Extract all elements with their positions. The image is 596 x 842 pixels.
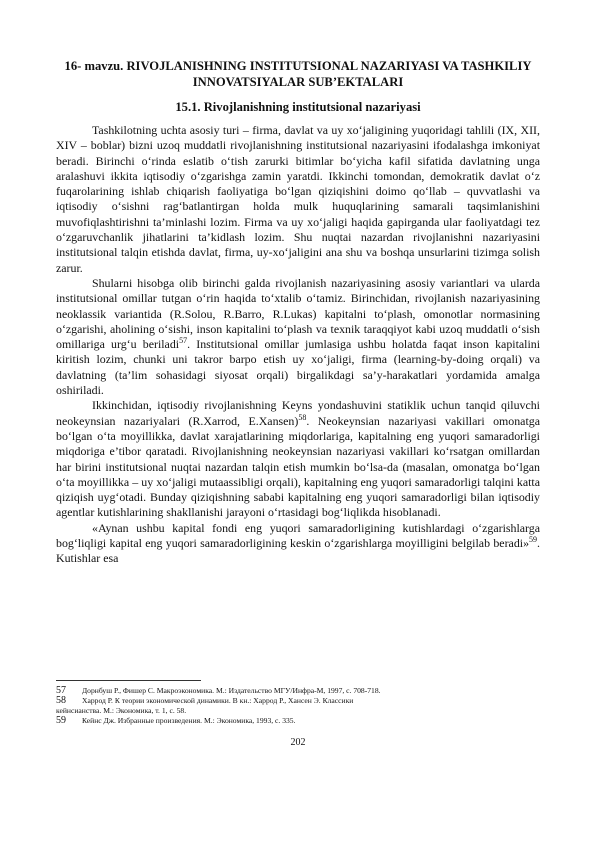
body-text <box>56 123 540 567</box>
page-number: 202 <box>290 737 306 748</box>
paragraph-text: . Kutishlar esa <box>56 536 540 566</box>
paragraph-text: . Neokeynsian nazariyasi vakillari omonatga bo‘lgan o‘ta moyillikka, davlat xarajatlarining miqdorlariga, kapitalning eng yuqori samaradorligi miqdoriga e’tibor qaratadi. Rivojlanishning neokeynsian nazariyasi vakillari ko‘rsatgan omillardan har birini institutsional nuqtai nazardan talqin etish mumkin bo‘lsa-da (masalan, omonatga bo‘lgan o‘ta moyillikka – uy xo‘jaligi mutaassibligi orqali), kapitalning eng yuqori samaradorligi talqini katta qiziqish uyg‘otadi. Bunday qiziqishning sababi kapitalning eng yuqori samaradorligi bilan iqtisodiy agentlar kutishlarining shakllanishi jarayoni o‘rtasidagi bog‘liqlikda hisoblanadi. <box>56 413 540 520</box>
section-title: 15.1. Rivojlanishning institutsional nazariyasi <box>175 100 421 114</box>
paragraph-text: «Aynan ushbu kapital fondi eng yuqori samaradorligining kutishlardagi o‘zgarishlarga bog‘liqligi kapital eng yuqori samaradorligining keskin o‘zgarishlarga moyilligini belgilab beradi» <box>56 520 540 551</box>
footnote-number: 57 <box>56 685 66 696</box>
chapter-title: 16- mavzu. RIVOJLANISHNING INSTITUTSIONAL NAZARIYASI VA TASHKILIY INNOVATSIYALAR SUB’EKTALARI <box>64 59 532 89</box>
paragraph-text: Shularni hisobga olib birinchi galda rivojlanish nazariyasining asosiy variantlari va ularda institutsional omillar tutgan o‘rin haqida to‘xtalib o‘tamiz. Birinchidan, rivojlanish nazariyasining neoklassik variantida (R.Solou, R.Barro, R.Lukas) kapitalni to‘plash, omonotlar normasining o‘zgarishi, aholining o‘sishi, inson kapitalini to‘plash va texnik taraqqiyot kabi uzoq muddatli o‘sish omillariga urg‘u beriladi <box>56 275 540 352</box>
footnote-number: 58 <box>56 695 66 706</box>
footnote-continuation: кейнсианства. М.: Экономика, т. 1, с. 58. <box>56 706 187 715</box>
footnote <box>56 696 540 706</box>
footnote-text: Дорнбуш Р., Фишер С. Макроэкономика. М.: Издательство МГУ/Инфра-М, 1997, с. 708-718. <box>82 686 381 695</box>
footnote <box>56 716 540 726</box>
footnote <box>56 686 540 696</box>
paragraph <box>56 398 540 520</box>
footnote-divider <box>56 680 201 681</box>
paragraph-text: Ikkinchidan, iqtisodiy rivojlanishning Keyns yondashuvini statiklik uchun tanqid qiluvchi neokeynsian nazariyalari (R.Xarrod, E.Xansen) <box>56 398 540 428</box>
paragraph <box>56 521 540 567</box>
footnote-number: 59 <box>56 715 66 726</box>
paragraph: Tashkilotning uchta asosiy turi – firma, davlat va uy xo‘jaligining yuqoridagi tahlili (IX, XII, XIV – boblar) bizni uzoq muddatli rivojlanishning institutsional nazariyasini ifodalashga imkoniyat beradi. Birinchi o‘rinda eslatib o‘tish zarurki bitimlar bo‘yicha kafil sifatida davlatning unga aralashuvi ikkita iqtisodiy o‘zgarishga zamin yaratdi. Ikkinchi tomondan, demokratik davlat o‘z fuqarolarining ishlab chiqarish faoliyatiga bo‘lgan qiziqishini doimo qo‘llab – quvvatlashi va iqtisodiy o‘sishni rag‘batlantirgan holda mulk huquqlarining samarali taqsimlanishini muvofiqlashtirishni ta’minlashi lozim. Firma va uy xo‘jaligi haqida gapirganda ular faoliyatdagi tez o‘zgaruvchanlik jihatlarini ta’kidlash lozim. Shu nuqtai nazardan rivojlanishni nazariyasini institutsional talqin etishda davlat, firma, uy-xo‘jaligini ana shu va boshqa unsurlarini tizimga solish zarur. <box>56 123 540 275</box>
footnote-ref[interactable]: 57 <box>179 336 188 346</box>
footnote-ref[interactable]: 58 <box>298 412 307 422</box>
footnote-ref[interactable]: 59 <box>529 535 538 545</box>
paragraph <box>56 276 540 398</box>
paragraph-text: . Institutsional omillar jumlasiga ushbu holatda faqat inson kapitalini kiritish lozim, chunki uni takror barpo etish uy xo‘jaligi, firma (learning-by-doing orqali) va davlatning (ta’lim sohasidagi siyosat orqali) birgalikdagi sa’y-harakatlari yordamida amalga oshiriladi. <box>56 337 541 398</box>
footnotes <box>56 686 540 726</box>
footnote-text: Кейнс Дж. Избранные произведения. М.: Экономика, 1993, с. 335. <box>82 716 296 725</box>
footnote-text: Харрод Р. К теории экономической динамики. В кн.: Харрод Р., Хансен Э. Классики <box>82 696 354 705</box>
